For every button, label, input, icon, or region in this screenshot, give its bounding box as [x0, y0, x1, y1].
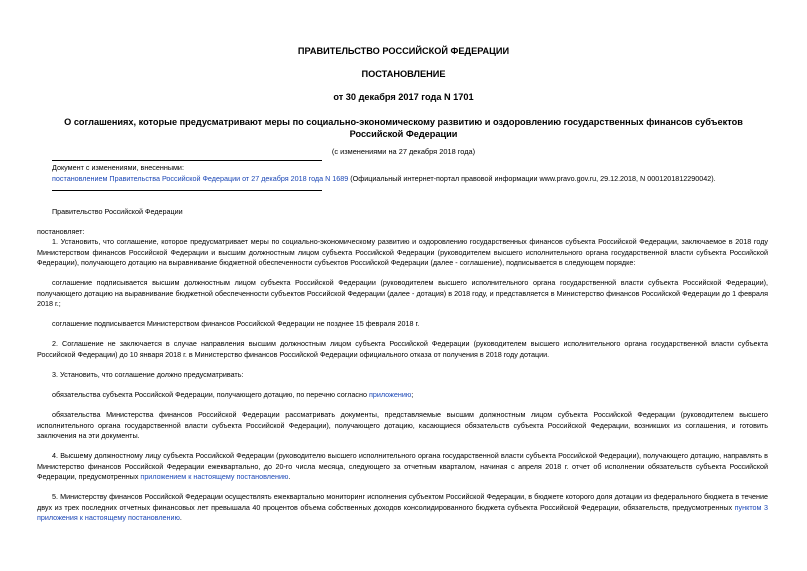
paragraph-resolves: постановляет:: [37, 227, 85, 236]
paragraph-4-end: .: [288, 472, 291, 482]
paragraph-1: 1. Установить, что соглашение, которое предусматривает меры по социально-экономическому развитию и оздоровлению государственных финансов субъекта Российской Федерации, заключаемое в 2018 году Министерством финансов Российской Федерации и высшим должностным лицом субъекта Российской Федерации (руководителем высшего исполнительного органа государственной власти субъекта Российской Федерации), получающего дотацию на выравнивание бюджетной обеспеченности субъектов Российской Федерации (далее - соглашение), подписывается в следующем порядке:: [37, 237, 768, 268]
changes-line: [52, 174, 772, 185]
obligations-end: ;: [411, 390, 414, 399]
changes-block: [52, 163, 772, 184]
document-type: ПОСТАНОВЛЕНИЕ: [361, 69, 446, 79]
paragraph-3: 3. Установить, что соглашение должно предусматривать:: [52, 370, 244, 379]
divider-top: [52, 160, 322, 161]
divider-bottom: [52, 190, 322, 191]
paragraph-3-obligations-ministry: обязательства Министерства финансов Российской Федерации рассматривать документы, представляемые высшим должностным лицом субъекта Российской Федерации (руководителем высшего исполнительного органа государственной власти субъекта Российской Федерации), получающего дотацию, касающиеся обязательств субъекта Российской Федерации, возникших из соглашения, и готовить заключения на эти документы.: [37, 410, 768, 441]
amendment-link[interactable]: постановлением Правительства Российской Федерации от 27 декабря 2018 года N 1689: [52, 173, 349, 183]
paragraph-4-text: 4. Высшему должностному лицу субъекта Российской Федерации (руководителю высшего исполнительного органа государственной власти субъекта Российской Федерации), получающего дотацию, направлять в Министерство финансов Российской Федерации ежеквартально, до 20-го числа месяца, следующего за отчетным кварталом, начиная с апреля 2018 г. отчет об исполнении обязательств субъекта Российской Федерации, предусмотренных: [37, 451, 768, 482]
paragraph-5-end: .: [179, 513, 182, 523]
government-heading: ПРАВИТЕЛЬСТВО РОССИЙСКОЙ ФЕДЕРАЦИИ: [297, 46, 510, 56]
paragraph-5: [37, 492, 768, 524]
document-date-number: от 30 декабря 2017 года N 1701: [333, 92, 474, 102]
document-title: О соглашениях, которые предусматривают меры по социально-экономическому развитию и оздоровлению государственных финансов субъектов Российской Федерации: [64, 117, 743, 139]
edition-note: (с изменениями на 27 декабря 2018 года): [331, 147, 476, 156]
paragraph-1-signing-ministry: соглашение подписывается Министерством финансов Российской Федерации не позднее 15 февраля 2018 г.: [52, 319, 420, 328]
paragraph-3-obligations-subject: [37, 390, 768, 401]
changes-label: Документ с изменениями, внесенными:: [52, 163, 184, 172]
obligations-text: обязательства субъекта Российской Федерации, получающего дотацию, по перечню согласно: [52, 390, 369, 399]
amendment-source: (Официальный интернет-портал правовой информации www.pravo.gov.ru, 29.12.2018, N 0001201812290042).: [348, 173, 716, 183]
paragraph-government: Правительство Российской Федерации: [52, 207, 183, 216]
paragraph-1-signing-subject: соглашение подписывается высшим должностным лицом субъекта Российской Федерации (руководителем высшего исполнительного органа государственной власти субъекта Российской Федерации), получающего дотацию на выравнивание бюджетной обеспеченности субъектов Российской Федерации (далее - дотация) в 2018 году, и представляется в Министерство финансов Российской Федерации до 1 февраля 2018 г.;: [37, 278, 768, 309]
paragraph-4: [37, 451, 768, 483]
paragraph-5-text: 5. Министерству финансов Российской Федерации осуществлять ежеквартально мониторинг исполнения субъектом Российской Федерации, в бюджете которого доля дотации из федерального бюджета в течение двух из трех последних отчетных финансовых лет превышала 40 процентов объема собственных доходов консолидированного бюджета субъекта Российской Федерации, обязательств, предусмотренных: [37, 492, 768, 512]
paragraph-2: 2. Соглашение не заключается в случае направления высшим должностным лицом субъекта Российской Федерации (руководителем высшего исполнительного органа государственной власти субъекта Российской Федерации) до 10 января 2018 г. в Министерство финансов Российской Федерации официального отказа от получения в 2018 году дотации.: [37, 339, 768, 359]
appendix-item-3-link[interactable]: пунктом 3 приложения к настоящему постановлению: [37, 502, 769, 523]
appendix-link[interactable]: приложению: [368, 390, 412, 399]
appendix-resolution-link[interactable]: приложением к настоящему постановлению: [140, 472, 289, 482]
